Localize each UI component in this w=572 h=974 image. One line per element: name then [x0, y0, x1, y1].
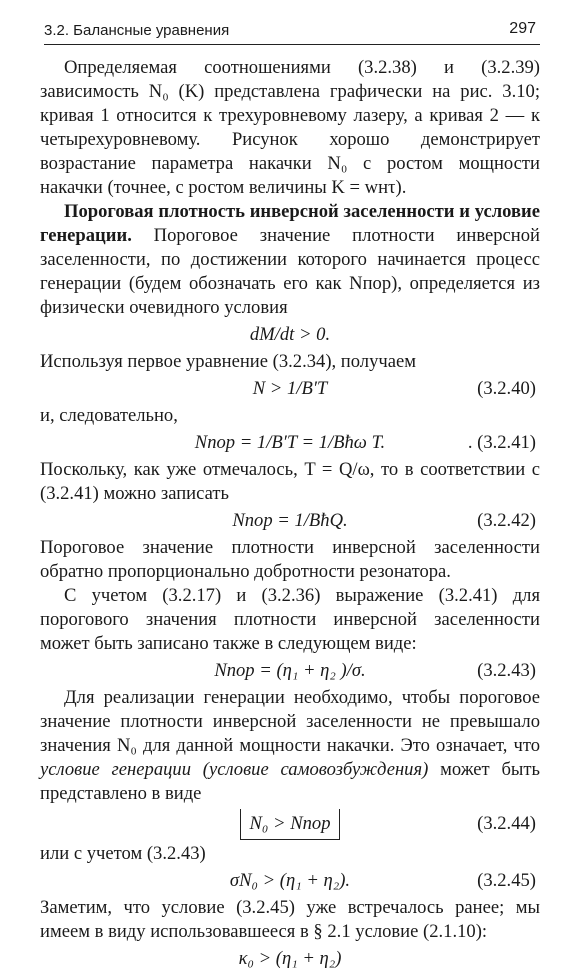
equation-number-3-2-42: (3.2.42) [477, 510, 536, 531]
formula-3-2-41-expr: Nпор = 1/B′T = 1/Bħω T. [194, 432, 386, 453]
paragraph-consequently: и, следовательно, [40, 405, 178, 426]
paragraph-taking-into-account: С учетом (3.2.17) и (3.2.36) выражение (3.2.41) для порогового значения плотности инверсной заселенности может быть записано также в следующем виде: [40, 585, 540, 654]
paragraph-threshold [40, 200, 540, 320]
paragraph-inverse-prop: Пороговое значение плотности инверсной заселенности обратно пропорционально добротности резонатора. [40, 537, 540, 582]
paragraph-first-equation: Используя первое уравнение (3.2.34), получаем [40, 351, 417, 372]
formula-3-2-43 [40, 656, 540, 686]
generation-text-a: Для реализации генерации необходимо, чтобы пороговое значение плотности инверсной заселенности не превышало значения N₀ для данной мощности накачки. Это означает, что [40, 687, 540, 756]
formula-2-1-10 [40, 944, 540, 974]
formula-3-2-45 [40, 866, 540, 896]
formula-3-2-42 [40, 506, 540, 536]
formula-3-2-40-expr: N > 1/B′T [252, 378, 328, 399]
formula-condition [40, 320, 540, 350]
paragraph-since: Поскольку, как уже отмечалось, T = Q/ω, то в соответствии с (3.2.41) можно записать [40, 459, 540, 504]
equation-number-3-2-41: . (3.2.41) [467, 432, 536, 453]
equation-number-3-2-40: (3.2.40) [477, 378, 536, 399]
paragraph-dependence: Определяемая соотношениями (3.2.38) и (3.2.39) зависимость N₀ (K) представлена графически на рис. 3.10; кривая 1 относится к трехуровневому лазеру, а кривая 2 — к четырехуровневому. Рисунок хорошо демонстрирует возрастание параметра накачки N₀ с ростом мощности накачки (точнее, с ростом величины K = wнτ). [40, 57, 540, 198]
formula-3-2-40 [40, 374, 540, 404]
equation-number-3-2-44: (3.2.44) [477, 813, 536, 834]
generation-italic: условие генерации (условие самовозбуждения) [40, 759, 429, 780]
paragraph-generation-condition [40, 686, 540, 806]
formula-3-2-44-wrap [40, 806, 540, 842]
threshold-heading: Пороговая плотность инверсной заселенности и условие генерации. [40, 201, 540, 246]
paragraph-or-with: или с учетом (3.2.43) [40, 843, 206, 864]
paragraph-note: Заметим, что условие (3.2.45) уже встречалось ранее; мы имеем в виду использовавшееся в § 2.1 условие (2.1.10): [40, 897, 540, 942]
formula-3-2-42-expr: Nпор = 1/BħQ. [232, 510, 348, 531]
formula-2-1-10-expr: κ₀ > (η₁ + η₂) [238, 948, 342, 969]
formula-3-2-44 [40, 806, 540, 842]
threshold-text: Пороговое значение плотности инверсной заселенности, по достижении которого начинается процесс генерации (будем обозначать его как Nпор), определяется из физически очевидного условия [40, 225, 540, 318]
running-header [44, 18, 540, 45]
formula-3-2-45-expr: σN₀ > (η₁ + η₂). [229, 870, 351, 891]
formula-3-2-44-box: N₀ > Nпор [240, 809, 339, 840]
equation-number-3-2-45: (3.2.45) [477, 870, 536, 891]
formula-condition-expr: dM/dt > 0. [249, 324, 331, 345]
section-title: 3.2. Балансные уравнения [44, 22, 230, 39]
formula-3-2-41 [40, 428, 540, 458]
page-body [40, 56, 540, 974]
generation-text-b: может быть представлено в виде [40, 759, 541, 804]
formula-3-2-43-expr: Nпор = (η₁ + η₂ )/σ. [214, 660, 366, 681]
equation-number-3-2-43: (3.2.43) [477, 660, 536, 681]
page-number: 297 [509, 20, 536, 37]
